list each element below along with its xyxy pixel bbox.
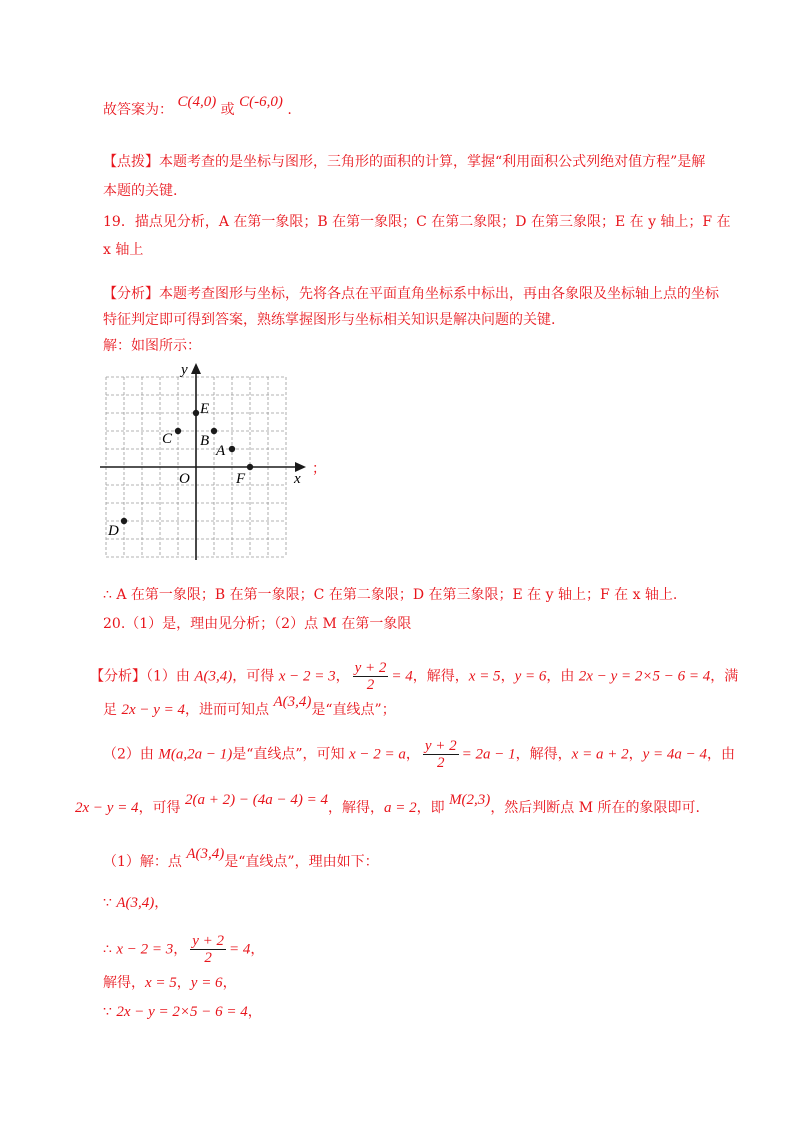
y-axis-arrow <box>191 363 201 374</box>
q19-analysis-2: 特征判定即可得到答案，熟练掌握图形与坐标相关知识是解决问题的关键. <box>103 312 556 328</box>
math-s2-pt: A(3,4) <box>116 895 155 911</box>
math-b2-a: a = 2 <box>383 800 417 816</box>
text: ，即 <box>416 800 450 816</box>
x-axis-label: x <box>294 471 301 487</box>
math-s1-pt: A(3,4) <box>186 846 225 862</box>
text: ， <box>173 941 188 958</box>
text: ， <box>176 975 191 991</box>
q20-solution-3 <box>103 933 264 966</box>
text: （1）解：点 <box>103 854 187 870</box>
answer-c1: C(4,0) <box>177 94 217 110</box>
point-b <box>211 428 217 434</box>
q20-analysis-4 <box>75 792 700 818</box>
text: 解得， <box>103 975 145 991</box>
q20-line-1: 20.（1）是，理由见分析；（2）点 M 在第一象限 <box>103 616 412 632</box>
math-b2-eq: 2x − y = 4 <box>75 800 139 816</box>
text: ，由 <box>546 668 579 685</box>
point-f <box>247 464 253 470</box>
math-b1-x: x = a + 2 <box>571 746 629 763</box>
text: ， <box>500 668 515 685</box>
math-b2-pt: M(2,3) <box>449 792 491 808</box>
text: ，解得， <box>412 668 469 685</box>
text: ，可得 <box>138 800 186 816</box>
dianbo-line-1: 【点拨】本题考查的是坐标与图形，三角形的面积的计算，掌握“利用面积公式列绝对值方程”是解 <box>103 154 706 170</box>
math-b2-eq2: 2(a + 2) − (4a − 4) = 4 <box>185 792 328 808</box>
math-b1-eq2: = 2a − 1 <box>461 746 516 763</box>
dianbo-line-2: 本题的关键. <box>103 183 178 199</box>
math-a2-pt: A(3,4) <box>273 694 312 710</box>
q20-analysis-2 <box>103 694 396 720</box>
q20-solution-1 <box>103 846 379 872</box>
point-d <box>121 518 127 524</box>
answer-c2: C(-6,0) <box>239 94 283 110</box>
q19-line-1: 19．描点见分析，A 在第一象限；B 在第一象限；C 在第二象限；D 在第三象限；E 在 y 轴上；F 在 <box>103 214 731 230</box>
y-axis-label: y <box>181 362 188 378</box>
answer-end: . <box>287 102 292 118</box>
math-a1-y: y = 6 <box>514 668 547 685</box>
numerator: y + 2 <box>354 660 387 676</box>
point-label-d: D <box>108 523 119 539</box>
points <box>107 401 253 539</box>
point-a <box>229 446 235 452</box>
text: ，可得 <box>232 668 279 685</box>
numerator: y + 2 <box>192 933 225 949</box>
text: ， <box>222 975 237 991</box>
numerator: y + 2 <box>424 738 457 754</box>
text: ，进而可知点 <box>185 702 274 718</box>
axes <box>100 362 306 560</box>
math-s5-eq: 2x − y = 2×5 − 6 = 4 <box>116 1004 248 1020</box>
q19-analysis-1: 【分析】本题考查图形与坐标，先将各点在平面直角坐标系中标出，再由各象限及坐标轴上点的坐标 <box>103 286 719 302</box>
q20-analysis-3 <box>103 738 735 771</box>
math-b1-eq1: x − 2 = a <box>348 746 406 763</box>
point-c <box>175 428 181 434</box>
point-label-a: A <box>216 443 226 459</box>
text: ， <box>405 746 420 763</box>
math-s3-eq2: = 4 <box>229 941 251 958</box>
math-s4-y: y = 6 <box>190 975 223 991</box>
text: ， <box>154 895 169 911</box>
math-a1-x: x = 5 <box>468 668 501 685</box>
text: ，由 <box>706 746 735 763</box>
text: 是“直线点”，理由如下： <box>224 854 379 870</box>
text: ，解得， <box>515 746 572 763</box>
point-label-b: B <box>200 433 210 449</box>
origin-label: O <box>179 471 190 487</box>
text: ， <box>628 746 643 763</box>
denominator: 2 <box>437 755 445 771</box>
text: 足 <box>103 702 122 718</box>
text: ，然后判断点 M 所在的象限即可. <box>490 800 700 816</box>
math-a1-eq1: x − 2 = 3 <box>278 668 336 685</box>
text: ， <box>335 668 350 685</box>
fraction <box>353 660 389 693</box>
denominator: 2 <box>204 950 212 966</box>
text: ， <box>250 941 265 958</box>
math-a2-eq: 2x − y = 4 <box>121 702 186 718</box>
graph-semicolon: ； <box>312 461 326 477</box>
point-label-e: E <box>200 401 210 417</box>
answer-prefix: 故答案为： <box>103 102 173 118</box>
text: （2）由 <box>103 746 159 763</box>
text: ， <box>247 1004 262 1020</box>
answer-or: 或 <box>220 102 235 118</box>
q20-analysis-1 <box>90 660 738 693</box>
math-b1-y: y = 4a − 4 <box>642 746 707 763</box>
q19-line-2: x 轴上 <box>103 242 144 258</box>
text: 是“直线点”； <box>311 702 396 718</box>
q19-solve: 解：如图所示： <box>103 338 201 354</box>
text: ∴ <box>103 941 117 958</box>
point-label-c: C <box>162 431 173 447</box>
text: ，解得， <box>327 800 384 816</box>
fraction <box>190 933 226 966</box>
text: 是“直线点”，可知 <box>232 746 349 763</box>
q20-solution-4 <box>103 973 237 993</box>
answer-line <box>103 94 292 120</box>
math-a1-eq2: = 4 <box>391 668 413 685</box>
math-b1-pt: M(a,2a − 1) <box>158 746 233 763</box>
denominator: 2 <box>366 677 375 693</box>
coordinate-graph <box>95 360 325 570</box>
text: ∵ <box>103 895 117 911</box>
fraction <box>423 738 459 771</box>
q19-conclusion: ∴ A 在第一象限；B 在第一象限；C 在第二象限；D 在第三象限；E 在 y 轴上；F 在 x 轴上. <box>103 587 678 603</box>
math-s4-x: x = 5 <box>145 975 177 991</box>
math-a1-eq3: 2x − y = 2×5 − 6 = 4 <box>578 668 711 685</box>
q20-solution-5 <box>103 1002 262 1022</box>
math-s3-eq: x − 2 = 3 <box>116 941 174 958</box>
text: ，满 <box>710 668 739 685</box>
text: 【分析】（1）由 <box>90 668 195 685</box>
q20-solution-2 <box>103 893 168 913</box>
text: ∵ <box>103 1004 117 1020</box>
point-label-f: F <box>236 471 246 487</box>
math-a1-pt: A(3,4) <box>194 668 233 685</box>
point-e <box>193 410 199 416</box>
